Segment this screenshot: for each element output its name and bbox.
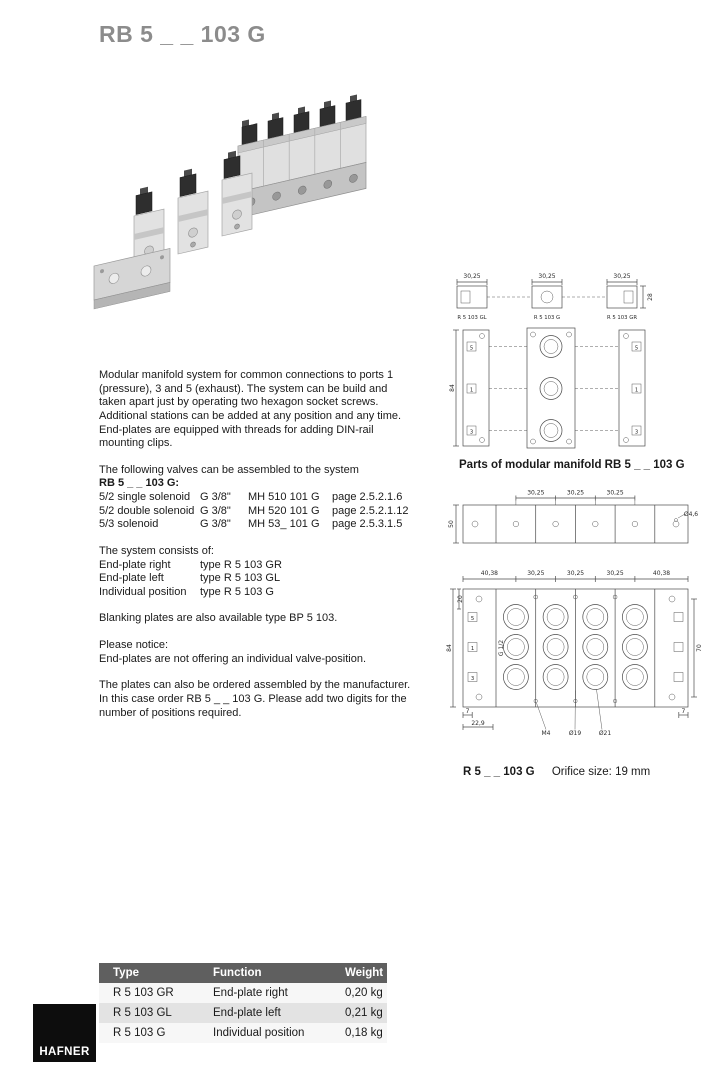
dim-label: 7: [681, 708, 686, 715]
ordering-note: The plates can also be ordered assembled by the manufacturer. In this case order RB 5 _ _ 103 G. Please add two digits for the number of positions required.: [99, 679, 411, 719]
end-plate-block: [94, 248, 170, 309]
manifold-parts-drawing: [447, 272, 699, 450]
table-header-row: [99, 963, 387, 983]
dim-label: 30,25: [606, 489, 624, 497]
cell-type: R 5 103 GL: [113, 1007, 172, 1019]
single-valve: [178, 165, 208, 254]
valve-port-size: G 3/8": [200, 518, 231, 531]
valve-row: [99, 505, 415, 519]
assembled-manifold: [238, 94, 366, 218]
page-title: RB 5 _ _ 103 G: [99, 21, 266, 47]
dim-label: Ø19: [568, 730, 582, 737]
system-part-name: End-plate left: [99, 572, 164, 585]
top-view-dimensions: [457, 273, 654, 308]
valve-name: 5/3 solenoid: [99, 518, 159, 531]
description-column: [99, 369, 415, 720]
notice-body: End-plates are not offering an individual valve-position.: [99, 652, 367, 665]
col-header-function: Function: [213, 967, 262, 979]
system-part-type: type R 5 103 GR: [200, 558, 282, 571]
bottom-dimensions: [463, 690, 688, 738]
dim-label: 30,25: [463, 273, 481, 280]
top-view: [448, 490, 698, 544]
valve-list-lead: The following valves can be assembled to the system: [99, 463, 359, 476]
table-row: [99, 1023, 387, 1043]
valve-port-size: G 3/8": [200, 504, 231, 517]
dim-label: 30,25: [566, 489, 585, 497]
valve-type: MH 520 101 G: [248, 504, 320, 517]
front-views: [449, 328, 645, 448]
dim-label: 28: [647, 293, 654, 301]
hafner-logo: HAFNER: [33, 1004, 96, 1062]
cell-function: Individual position: [213, 1027, 305, 1039]
manifold-dimension-drawing: [441, 489, 703, 741]
orifice-size: Orifice size: 19 mm: [551, 766, 651, 778]
table-row: [99, 1003, 387, 1023]
system-row: [99, 559, 415, 573]
dimension-caption: [463, 766, 650, 778]
valve-name: 5/2 double solenoid: [99, 504, 195, 517]
dim-label: Ø21: [598, 730, 612, 737]
valve-name: 5/2 single solenoid: [99, 491, 191, 503]
port-number: 3: [634, 429, 639, 436]
valve-row: [99, 491, 415, 505]
valve-page-ref: page 2.5.2.1.12: [332, 504, 409, 517]
system-part-type: type R 5 103 GL: [200, 572, 281, 585]
part-label: R 5 103 GL: [457, 315, 487, 321]
system-part-name: End-plate right: [99, 558, 171, 571]
cell-type: R 5 103 G: [113, 1027, 166, 1039]
port-number: 1: [634, 387, 639, 394]
valve-page-ref: page 2.5.2.1.6: [332, 491, 403, 503]
cell-type: R 5 103 GR: [113, 987, 174, 999]
port-number: 5: [634, 345, 639, 352]
port-number: 5: [469, 345, 474, 352]
notice-title: Please notice:: [99, 639, 169, 651]
intro-paragraph: Modular manifold system for common connections to ports 1 (pressure), 3 and 5 (exhaust). The system can be build and taken apart just by operating two hexagon socket screws. Additional stations can be added at any position and any time. End-plates are equipped with threads for adding DIN-rail mounting clips.: [99, 369, 402, 450]
dim-label: 30,25: [527, 489, 545, 497]
part-label: R 5 103 G: [533, 315, 561, 321]
valve-type: MH 53_ 101 G: [248, 518, 320, 531]
notice: [99, 639, 415, 666]
valve-page-ref: page 2.5.3.1.5: [332, 518, 403, 531]
blanking-note: Blanking plates are also available type BP 5 103.: [99, 612, 338, 625]
col-header-weight: Weight: [345, 967, 384, 979]
dim-label: Ø4,6: [683, 511, 699, 518]
port-number: 3: [470, 675, 475, 682]
product-photo: [86, 94, 398, 340]
dim-label: 22,9: [471, 720, 485, 727]
cell-function: End-plate left: [213, 1007, 281, 1019]
port-number: 3: [469, 429, 474, 436]
dim-label: 40,38: [480, 570, 498, 577]
col-header-type: Type: [113, 967, 139, 979]
dim-label: 30,25: [613, 273, 631, 280]
dim-label: M4: [541, 730, 551, 737]
valve-list: [99, 464, 415, 532]
part-label: R 5 103 GR: [607, 315, 637, 321]
weight-table: [99, 963, 387, 1043]
valve-type: MH 510 101 G: [248, 491, 320, 503]
dim-label: 20: [457, 595, 464, 603]
dim-label: 30,25: [538, 273, 556, 280]
table-row: [99, 983, 387, 1003]
dim-label: 7: [465, 708, 470, 715]
valve-list-model: RB 5 _ _ 103 G:: [99, 477, 180, 490]
dim-label: 30,25: [566, 570, 585, 577]
top-views: [457, 286, 637, 321]
cell-weight: 0,18 kg: [345, 1027, 383, 1039]
system-part-type: type R 5 103 G: [200, 585, 274, 598]
front-view: [446, 570, 703, 707]
thread-label: G 1/2: [498, 639, 505, 657]
system-lead: The system consists of:: [99, 544, 214, 557]
dim-label: 84: [446, 644, 453, 652]
cell-weight: 0,20 kg: [345, 987, 383, 999]
parts-caption: Parts of modular manifold RB 5 _ _ 103 G: [459, 459, 685, 471]
system-row: [99, 586, 415, 600]
cell-weight: 0,21 kg: [345, 1007, 383, 1019]
system-row: [99, 572, 415, 586]
valve-row: [99, 518, 415, 532]
dim-label: 70: [696, 644, 703, 652]
port-number: 1: [470, 645, 475, 652]
dim-label: 30,25: [606, 570, 624, 577]
dim-label: 50: [448, 520, 455, 528]
system-list: [99, 545, 415, 600]
dim-label: 40,38: [652, 570, 671, 577]
cell-function: End-plate right: [213, 987, 288, 999]
port-number: 1: [469, 387, 474, 394]
dim-label: 30,25: [527, 570, 545, 577]
port-number: 5: [470, 615, 475, 622]
system-part-name: Individual position: [99, 585, 187, 598]
dim-label: 84: [449, 384, 456, 392]
model-code: R 5 _ _ 103 G: [463, 766, 535, 778]
valve-port-size: G 3/8": [200, 491, 231, 503]
